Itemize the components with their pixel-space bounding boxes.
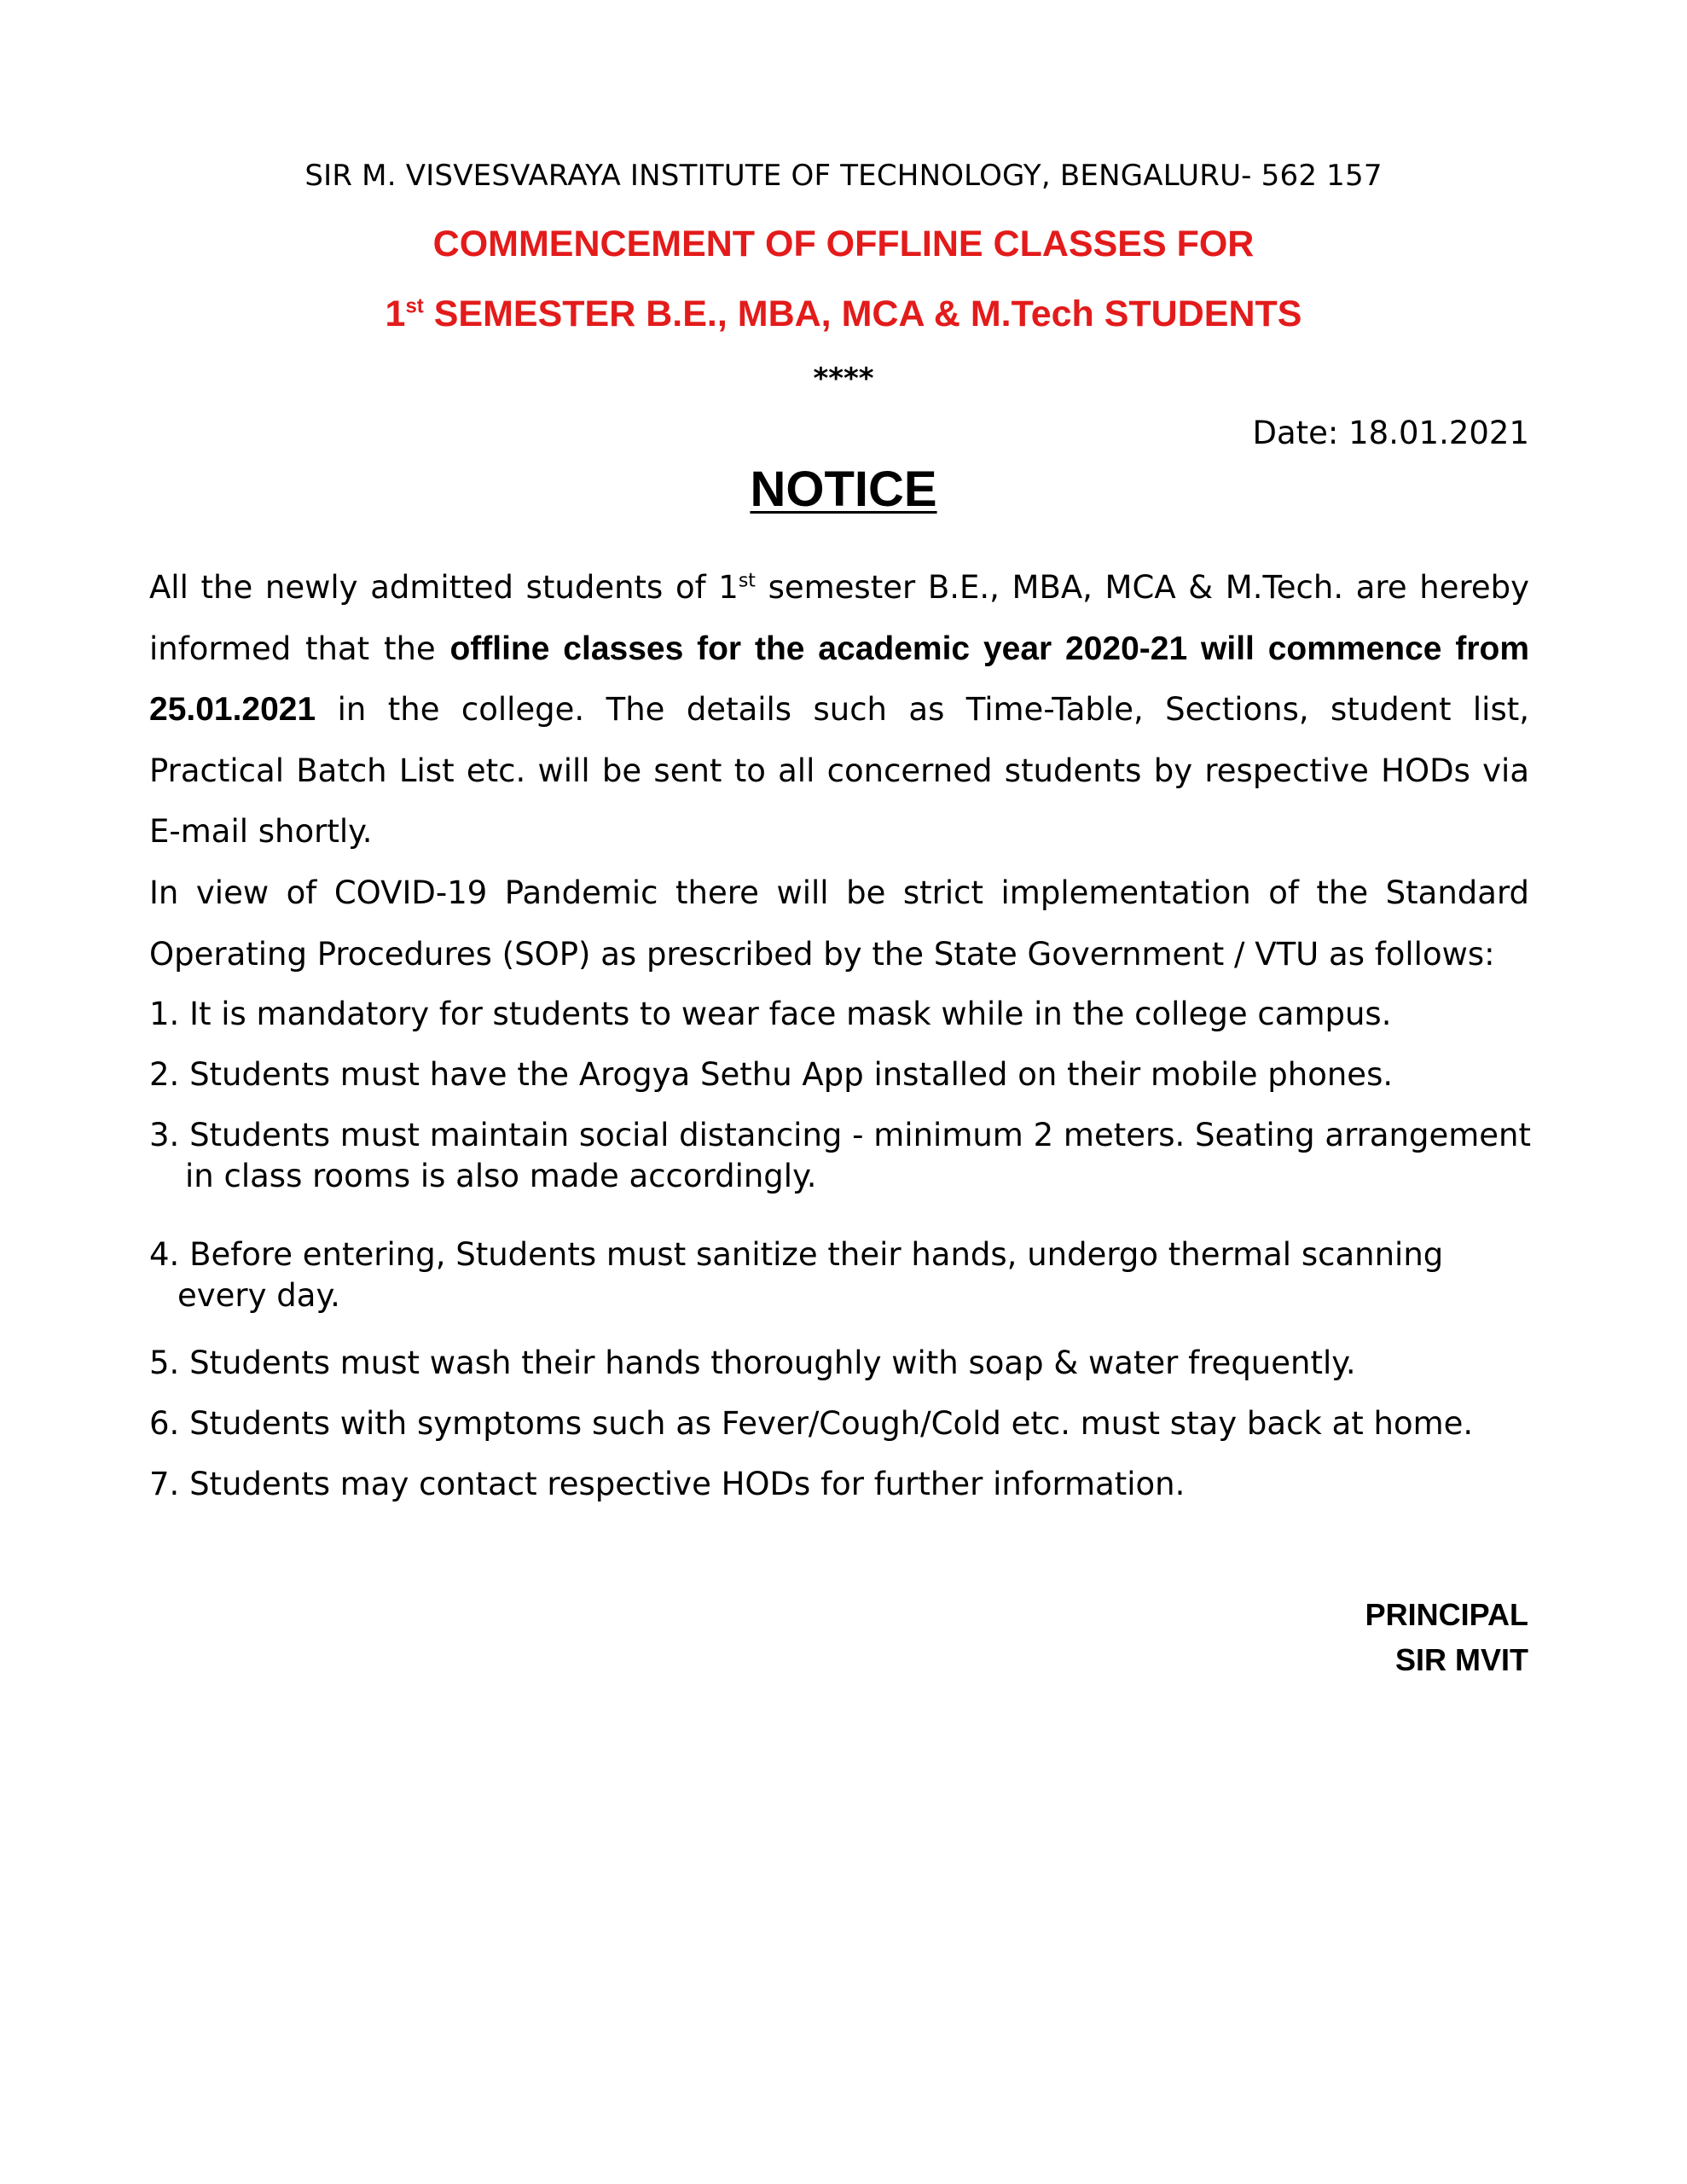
institute-name: SIR M. VISVESVARAYA INSTITUTE OF TECHNOLOGY, BENGALURU- 562 157 — [304, 159, 1383, 193]
intro-commencement-highlight: offline classes for the academic year 2020-21 will commence from 25.01.2021 — [149, 630, 1530, 728]
signatory-institution: SIR MVIT — [1394, 1642, 1528, 1677]
sop-item-social-distancing-line2: in class rooms is also made accordingly. — [185, 1158, 817, 1194]
intro-text-end: in the college. The details such as Time-Table, Sections, student list, Practical Batch List etc. will be sent to all concerned students by respective HODs via E-mail shortly. — [149, 691, 1529, 850]
signatory-title: PRINCIPAL — [1365, 1597, 1528, 1632]
sop-item-social-distancing-line1: 3. Students must maintain social distancing - minimum 2 meters. Seating arrangement — [149, 1117, 1531, 1153]
sop-item-symptoms: 6. Students with symptoms such as Fever/Cough/Cold etc. must stay back at home. — [149, 1405, 1474, 1442]
sop-item-sanitize — [149, 1234, 1548, 1316]
heading-programs: SEMESTER B.E., MBA, MCA & M.Tech STUDENTS — [423, 293, 1302, 334]
sop-paragraph: In view of COVID-19 Pandemic there will be strict implementation of the Standard Operating Procedures (SOP) as prescribed by the State Government / VTU as follows: — [149, 874, 1529, 973]
heading-ordinal-suffix: st — [405, 294, 424, 318]
intro-paragraph — [149, 557, 1529, 863]
sop-item-wash-hands: 5. Students must wash their hands thoroughly with soap & water frequently. — [149, 1345, 1356, 1381]
sop-item-arogya-sethu: 2. Students must have the Arogya Sethu App installed on their mobile phones. — [149, 1056, 1394, 1093]
notice-heading-line2 — [0, 293, 1687, 335]
separator-stars: **** — [813, 362, 874, 396]
notice-title: NOTICE — [750, 462, 937, 517]
intro-text-middle: semester B.E., MBA, MCA & M.Tech. are hereby informed that the — [149, 569, 1529, 667]
notice-date: Date: 18.01.2021 — [1252, 415, 1529, 451]
sop-item-contact-hods: 7. Students may contact respective HODs for further information. — [149, 1466, 1186, 1502]
sop-item-face-mask: 1. It is mandatory for students to wear face mask while in the college campus. — [149, 996, 1392, 1032]
notice-heading-line1: COMMENCEMENT OF OFFLINE CLASSES FOR — [432, 224, 1255, 264]
heading-semester-number: 1 — [385, 293, 406, 334]
sop-item-social-distancing — [149, 1115, 1548, 1197]
intro-text-start: All the newly admitted students of 1 — [149, 569, 739, 606]
sop-item-sanitize-line2: every day. — [177, 1277, 340, 1314]
sop-item-sanitize-line1: 4. Before entering, Students must sanitize their hands, undergo thermal scanning — [149, 1236, 1444, 1273]
intro-ordinal-suffix: st — [738, 570, 756, 592]
